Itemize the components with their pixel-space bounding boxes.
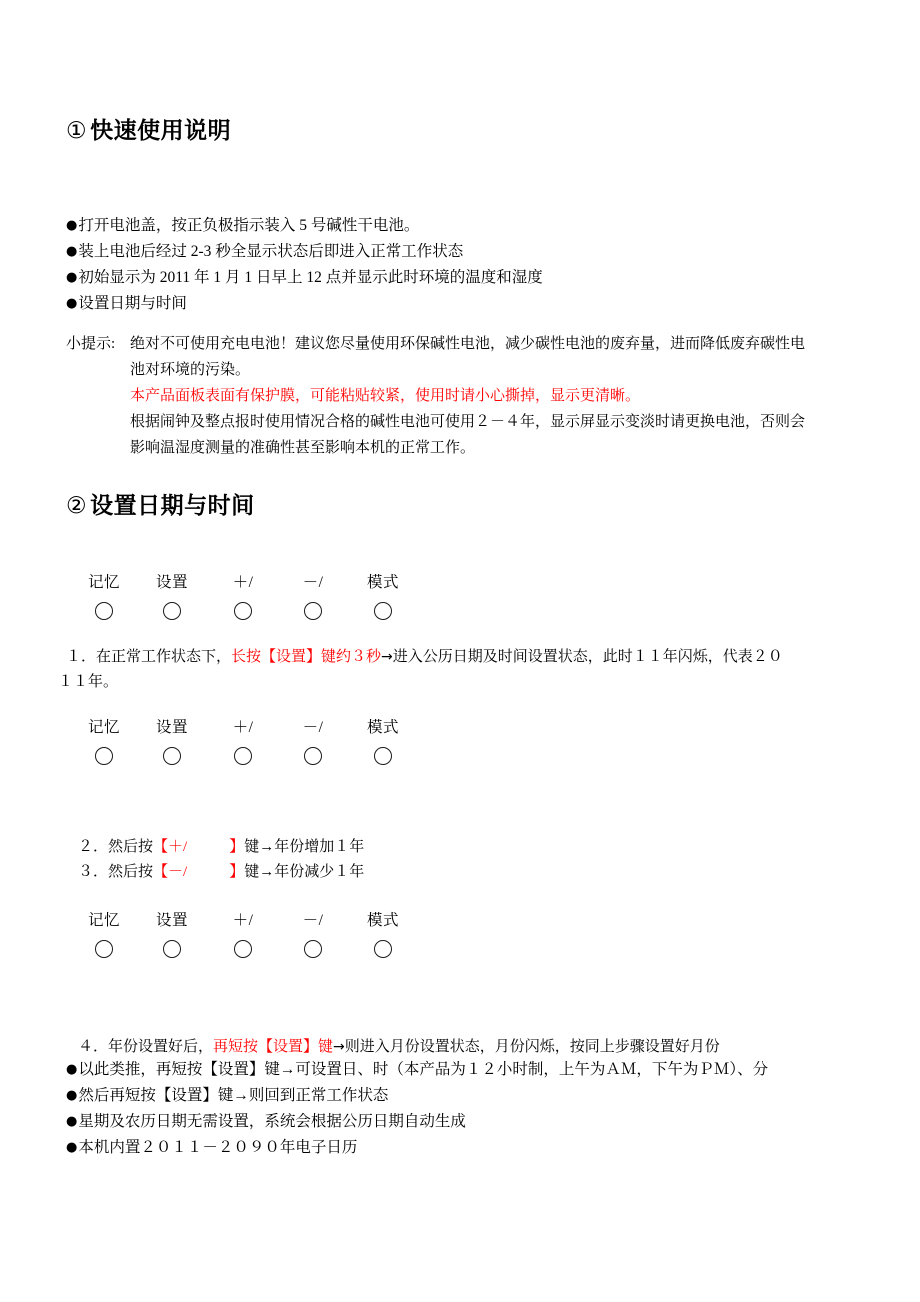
bullet-dot-icon: ● <box>66 270 78 285</box>
bullet-dot-icon: ● <box>66 244 78 259</box>
step-1-line-2: １１年。 <box>58 674 119 690</box>
button-panel-row-1 <box>0 570 400 632</box>
bullet-item <box>66 1084 388 1108</box>
key-button-plus[interactable] <box>234 940 252 958</box>
key-button-mode[interactable] <box>374 940 392 958</box>
step-3-number: ３． <box>78 864 109 880</box>
bullet-dot-icon: ● <box>66 1114 78 1129</box>
bullet-text: 以此类推，再短按【设置】键→可设置日、时（本产品为１２小时制，上午为ＡＭ，下午为ＰＭ）、分 <box>78 1061 769 1078</box>
bullet-dot-icon: ● <box>66 1140 78 1155</box>
step-4-number: ４． <box>78 1039 109 1055</box>
bullet-dot-icon: ● <box>66 296 78 311</box>
button-labels <box>0 570 400 596</box>
key-button-mode[interactable] <box>374 747 392 765</box>
key-button-set[interactable] <box>163 602 181 620</box>
bullet-item <box>66 240 463 264</box>
bullet-text: 设置日期与时间 <box>78 295 187 312</box>
section-1-marker: ① <box>66 118 88 144</box>
key-label-set: 设置 <box>155 912 189 929</box>
bullet-item <box>66 1110 466 1134</box>
step-3-pre: 然后按 <box>108 864 154 880</box>
key-label-memory: 记忆 <box>87 912 121 929</box>
key-label-mode: 模式 <box>366 912 400 929</box>
key-button-memory[interactable] <box>95 602 113 620</box>
step-4-highlight: 再短按【设置】键 <box>213 1039 334 1055</box>
step-3-key-open: 【－/ <box>153 864 188 880</box>
bullet-item <box>66 266 543 290</box>
key-label-mode: 模式 <box>366 719 400 736</box>
step-4 <box>78 1035 878 1060</box>
button-panel-row-3 <box>0 908 400 970</box>
key-label-plus: ＋/ <box>232 912 254 929</box>
step-1-number: １． <box>66 649 97 665</box>
section-2-title: 设置日期与时间 <box>90 492 255 518</box>
bullet-text: 装上电池后经过 2-3 秒全显示状态后即进入正常工作状态 <box>78 243 464 260</box>
step-2-line <box>78 835 578 860</box>
button-circles <box>0 596 360 630</box>
bullet-text: 星期及农历日期无需设置，系统会根据公历日期自动生成 <box>78 1113 466 1130</box>
step-3-key-close: 】 <box>229 864 245 880</box>
tip-line: 绝对不可使用充电电池！建议您尽量使用环保碱性电池，减少碳性电池的废弃量，进而降低废弃碳性电 <box>130 336 806 352</box>
bullet-item <box>66 1058 768 1082</box>
key-label-memory: 记忆 <box>87 719 121 736</box>
step-2 <box>78 835 578 860</box>
step-1 <box>58 645 866 695</box>
step-1-pre: 在正常工作状态下， <box>96 649 232 665</box>
key-button-set[interactable] <box>163 940 181 958</box>
step-2-pre: 然后按 <box>108 839 154 855</box>
button-labels <box>0 908 400 934</box>
key-button-memory[interactable] <box>95 940 113 958</box>
bullet-dot-icon: ● <box>66 218 78 233</box>
key-button-plus[interactable] <box>234 747 252 765</box>
step-2-key-close: 】 <box>229 839 245 855</box>
bullet-item <box>66 1136 357 1160</box>
section-1-title: 快速使用说明 <box>90 117 232 143</box>
bullet-dot-icon: ● <box>66 1062 78 1077</box>
key-button-minus[interactable] <box>304 940 322 958</box>
key-label-memory: 记忆 <box>87 574 121 591</box>
step-1-line-1 <box>66 645 866 670</box>
key-label-plus: ＋/ <box>232 719 254 736</box>
step-2-post: 键→年份增加１年 <box>244 839 365 855</box>
bullet-text: 初始显示为 2011 年 1 月 1 日早上 12 点并显示此时环境的温度和湿度 <box>78 269 543 286</box>
bullet-text: 本机内置２０１１－２０９０年电子日历 <box>78 1139 358 1156</box>
bullet-dot-icon: ● <box>66 1088 78 1103</box>
step-1-post: 进入公历日期及时间设置状态，此时１１年闪烁，代表２０ <box>392 649 783 665</box>
step-3-line <box>78 860 578 885</box>
key-button-minus[interactable] <box>304 602 322 620</box>
key-button-set[interactable] <box>163 747 181 765</box>
step-3 <box>78 860 578 885</box>
key-label-set: 设置 <box>155 574 189 591</box>
section-2-heading <box>66 487 255 520</box>
step-2-key-open: 【＋/ <box>153 839 188 855</box>
button-circles <box>0 741 360 775</box>
arrow-icon: → <box>381 649 393 665</box>
step-2-number: ２． <box>78 839 109 855</box>
tip-warning-line: 本产品面板表面有保护膜，可能粘贴较紧，使用时请小心撕掉，显示更清晰。 <box>130 388 641 404</box>
section-2-marker: ② <box>66 493 88 519</box>
key-label-minus: －/ <box>302 574 324 591</box>
tip-line: 根据闹钟及整点报时使用情况合格的碱性电池可使用２－４年，显示屏显示变淡时请更换电池，否则会 <box>130 414 806 430</box>
tip-label: 小提示: <box>66 336 116 352</box>
button-labels <box>0 715 400 741</box>
button-panel-row-2 <box>0 715 400 777</box>
tip-line: 池对环境的污染。 <box>130 362 251 378</box>
step-4-post: 则进入月份设置状态，月份闪烁，按同上步骤设置好月份 <box>344 1039 720 1055</box>
button-circles <box>0 934 360 968</box>
bullet-item <box>66 292 187 316</box>
section-1-heading <box>66 112 231 145</box>
key-label-plus: ＋/ <box>232 574 254 591</box>
key-label-set: 设置 <box>155 719 189 736</box>
step-1-highlight: 长按【设置】键约３秒 <box>231 649 382 665</box>
key-button-memory[interactable] <box>95 747 113 765</box>
tip-line: 影响温湿度测量的准确性甚至影响本机的正常工作。 <box>130 440 476 456</box>
bullet-text: 然后再短按【设置】键→则回到正常工作状态 <box>78 1087 389 1104</box>
arrow-icon: → <box>333 1039 345 1055</box>
key-label-minus: －/ <box>302 719 324 736</box>
key-label-minus: －/ <box>302 912 324 929</box>
tip-body <box>130 331 866 461</box>
key-label-mode: 模式 <box>366 574 400 591</box>
key-button-mode[interactable] <box>374 602 392 620</box>
key-button-plus[interactable] <box>234 602 252 620</box>
step-4-line <box>78 1035 878 1060</box>
step-4-pre: 年份设置好后， <box>108 1039 214 1055</box>
key-button-minus[interactable] <box>304 747 322 765</box>
tip-note <box>66 331 866 461</box>
step-3-post: 键→年份减少１年 <box>244 864 365 880</box>
bullet-item <box>66 214 419 238</box>
bullet-text: 打开电池盖，按正负极指示装入 5 号碱性干电池。 <box>78 217 420 234</box>
